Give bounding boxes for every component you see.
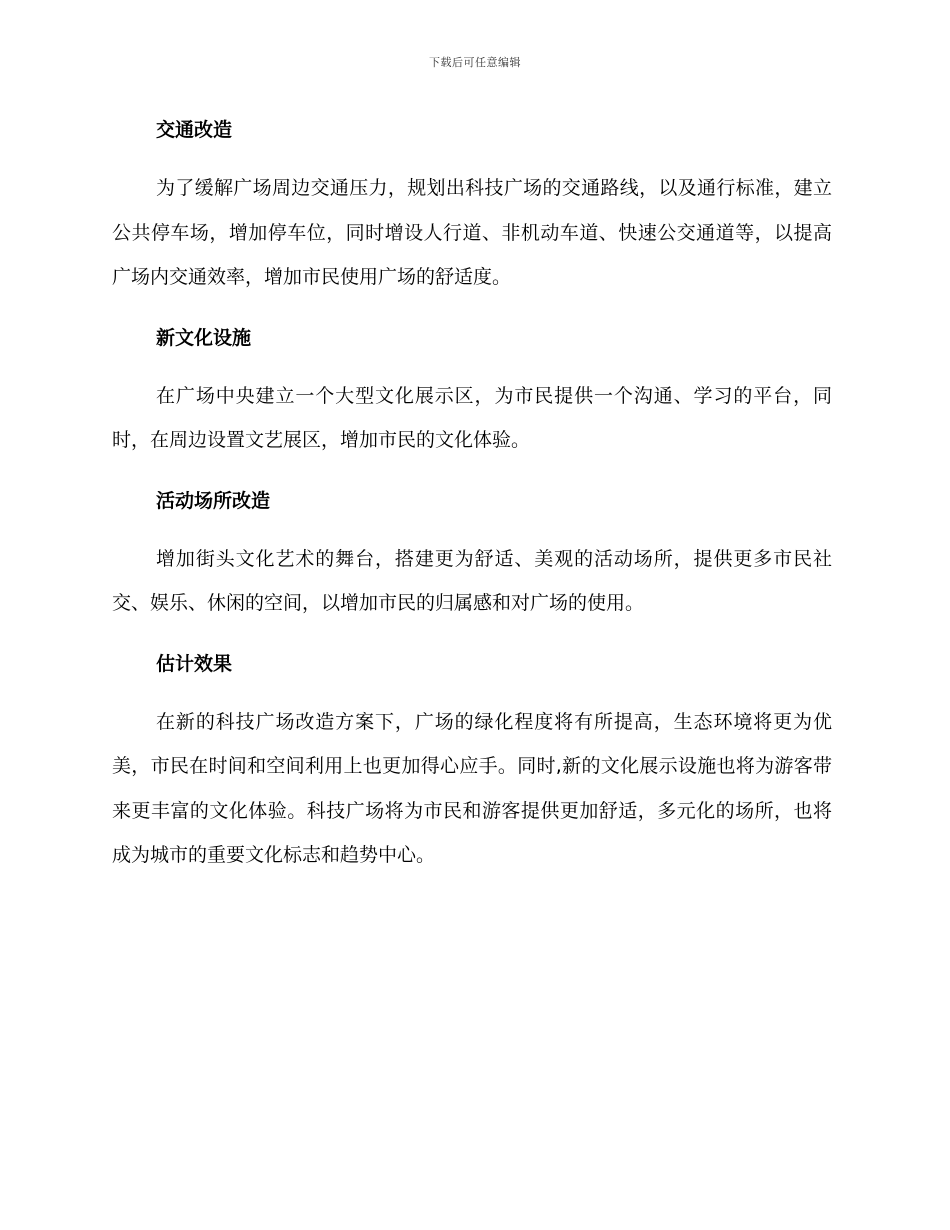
section-body-activity: 增加街头文化艺术的舞台，搭建更为舒适、美观的活动场所，提供更多市民社交、娱乐、休闲的空间，以增加市民的归属感和对广场的使用。 bbox=[112, 547, 832, 614]
document-content bbox=[112, 108, 832, 878]
section-heading-traffic: 交通改造 bbox=[156, 119, 233, 141]
section-heading-activity: 活动场所改造 bbox=[156, 489, 271, 512]
section-heading-effect: 估计效果 bbox=[156, 652, 233, 675]
section-body-culture: 在广场中央建立一个大型文化展示区，为市民提供一个沟通、学习的平台，同时，在周边设置文艺展区，增加市民的文化体验。 bbox=[112, 384, 832, 451]
section-heading-culture: 新文化设施 bbox=[156, 326, 252, 349]
section-body-effect: 在新的科技广场改造方案下，广场的绿化程度将有所提高，生态环境将更为优美，市民在时间和空间利用上也更加得心应手。同时,新的文化展示设施也将为游客带来更丰富的文化体验。科技广场将为市民和游客提供更加舒适，多元化的场所，也将成为城市的重要文化标志和趋势中心。 bbox=[112, 710, 832, 866]
header-note: 下载后可任意编辑 bbox=[429, 56, 521, 69]
section-body-traffic: 为了缓解广场周边交通压力，规划出科技广场的交通路线，以及通行标准，建立公共停车场，增加停车位，同时增设人行道、非机动车道、快速公交通道等，以提高广场内交通效率，增加市民使用广场的舒适度。 bbox=[112, 177, 832, 288]
